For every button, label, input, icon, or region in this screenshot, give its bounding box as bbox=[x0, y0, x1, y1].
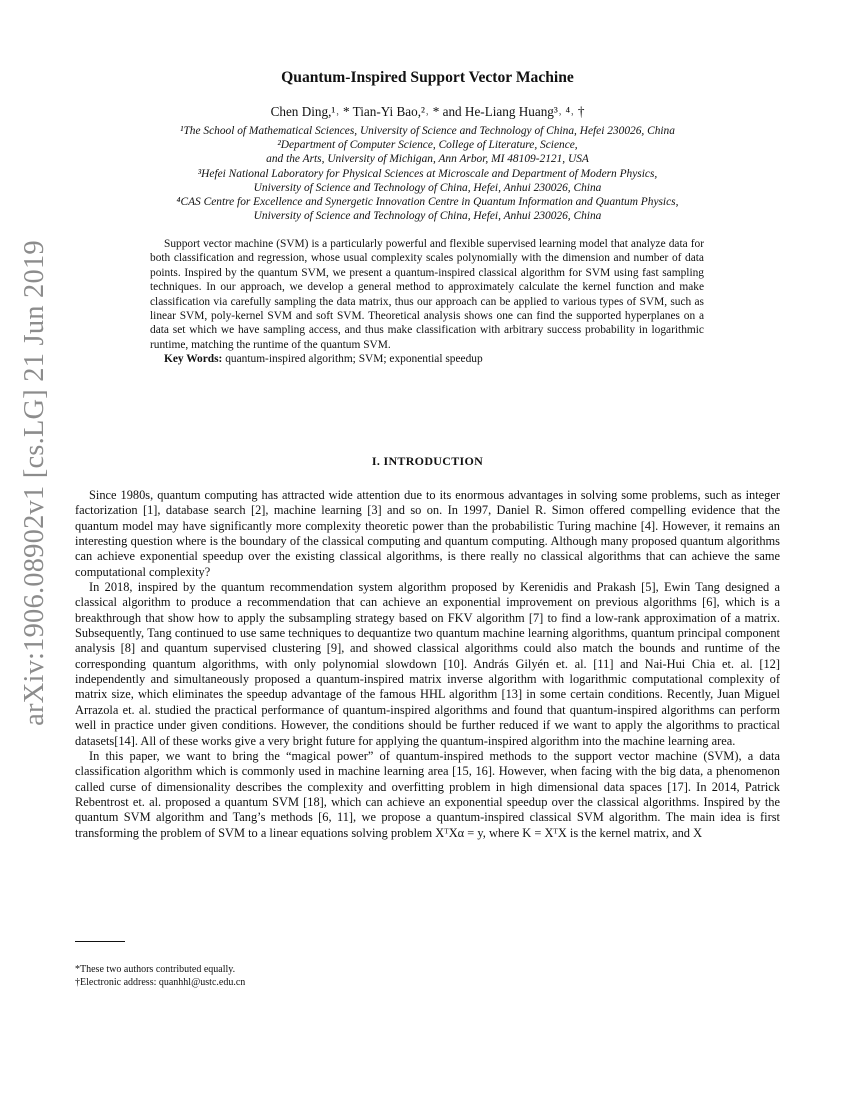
author-list: Chen Ding,¹˒ * Tian-Yi Bao,²˒ * and He-Liang Huang³˒ ⁴˒ † bbox=[270, 104, 585, 119]
footnotes bbox=[75, 963, 245, 989]
paragraph: In this paper, we want to bring the “magical power” of quantum-inspired methods to the support vector machine (SVM), a data classification algorithm which is commonly used in machine learning area [15, 16]. However, when facing with the big data, a phenomenon called curse of dimensionality describes the complexity and overfitting problem in high dimensional data spaces [17]. In 2014, Patrick Rebentrost et. al. proposed a quantum SVM [18], which can achieve an exponential speedup over the classical algorithms. Inspired by the quantum SVM algorithm and Tang’s methods [6, 11], we propose a quantum-inspired classical SVM algorithm. The main idea is first transforming the problem of SVM to a linear equations solving problem XᵀXα = y, where K = XᵀX is the kernel matrix, and X bbox=[75, 748, 780, 840]
body-text bbox=[75, 488, 780, 841]
footnote: *These two authors contributed equally. bbox=[75, 964, 236, 975]
arxiv-side-stamp bbox=[8, 240, 62, 726]
affiliation-line: ³Hefei National Laboratory for Physical Sciences at Microscale and Department of Modern Physics, bbox=[197, 167, 658, 180]
affiliations bbox=[75, 124, 780, 223]
footnote: †Electronic address: quanhhl@ustc.edu.cn bbox=[75, 977, 246, 988]
paragraph: Since 1980s, quantum computing has attracted wide attention due to its enormous advantages in solving some problems, such as integer factorization [1], database search [2], machine learning [3] and so on. In 1997, Daniel R. Simon offered compelling evidence that the quantum model may have significantly more complexity theoretic power than the probabilistic Turing machine [4]. However, it remains an interesting question where is the boundary of the classical computing and quantum computing. Although many proposed quantum algorithms can achieve exponential speedup over the existing classical algorithms, is there really no classical algorithms that can achieve the same computational complexity? bbox=[75, 488, 780, 579]
paragraph: In 2018, inspired by the quantum recommendation system algorithm proposed by Kerenidis and Prakash [5], Ewin Tang designed a classical algorithm to produce a recommendation that can achieve an exponential improvement on previous algorithms [6], which is a breakthrough that show how to apply the subsampling strategy based on FKV algorithm [7] to find a low-rank approximation of a matrix. Subsequently, Tang continued to use same techniques to dequantize two quantum machine learning algorithms, quantum principal component analysis [8] and quantum supervised clustering [9], and showed classical algorithms could also match the bounds and runtime of the corresponding quantum algorithms, with only polynomial slowdown [10]. András Gilyén et. al. [11] and Nai-Hui Chia et. al. [12] independently and simultaneously proposed a quantum-inspired matrix inverse algorithm with logarithmic computational complexity of matrix size, which eliminates the speedup advantage of the famous HHL algorithm [13] in some certain conditions. Recently, Juan Miguel Arrazola et. al. studied the practical performance of quantum-inspired algorithms and found that quantum-inspired algorithms can perform well in practice under given conditions. However, the conditions should be further reduced if we want to apply the algorithms to practical datasets[14]. All of these works give a very bright future for applying the quantum-inspired algorithm into the machine learning area. bbox=[75, 580, 780, 748]
abstract-text: Support vector machine (SVM) is a particularly powerful and flexible supervised learning model that analyze data for both classification and regression, whose usual complexity scales polynomially with the dimension and number of data points. Inspired by the quantum SVM, we present a quantum-inspired classical algorithm for SVM using fast sampling techniques. In our approach, we develop a general method to approximately calculate the kernel function and make classification via carefully sampling the data matrix, thus our approach can be applied to various types of SVM, such as linear SVM, poly-kernel SVM and soft SVM. Theoretical analysis shows one can find the supported hyperplanes on a data set which we have sampling access, and thus make classification with arbitrary success probability in logarithmic runtime, matching the runtime of the quantum SVM. bbox=[150, 238, 704, 351]
affiliation-line: ¹The School of Mathematical Sciences, University of Science and Technology of China, Hefei 230026, China bbox=[180, 125, 675, 137]
affiliation-line: University of Science and Technology of China, Hefei, Anhui 230026, China bbox=[253, 210, 602, 223]
affiliation-line: ⁴CAS Centre for Excellence and Synergetic Innovation Centre in Quantum Information and Quantum Physics, bbox=[176, 196, 679, 209]
affiliation-line: and the Arts, University of Michigan, Ann Arbor, MI 48109-2121, USA bbox=[266, 153, 589, 166]
affiliation-line: ²Department of Computer Science, College of Literature, Science, bbox=[277, 139, 578, 152]
arxiv-identifier: arXiv:1906.08902v1 [cs.LG] 21 Jun 2019 bbox=[19, 240, 50, 726]
keywords-label: Key Words: bbox=[164, 353, 223, 366]
keywords-line bbox=[150, 352, 704, 366]
section-heading-introduction: I. INTRODUCTION bbox=[371, 454, 484, 468]
footnote-rule bbox=[75, 941, 125, 942]
affiliation-line: University of Science and Technology of China, Hefei, Anhui 230026, China bbox=[253, 181, 602, 194]
paper-title: Quantum-Inspired Support Vector Machine bbox=[281, 69, 574, 86]
abstract bbox=[150, 237, 704, 367]
keywords-text: quantum-inspired algorithm; SVM; exponential speedup bbox=[225, 353, 483, 366]
